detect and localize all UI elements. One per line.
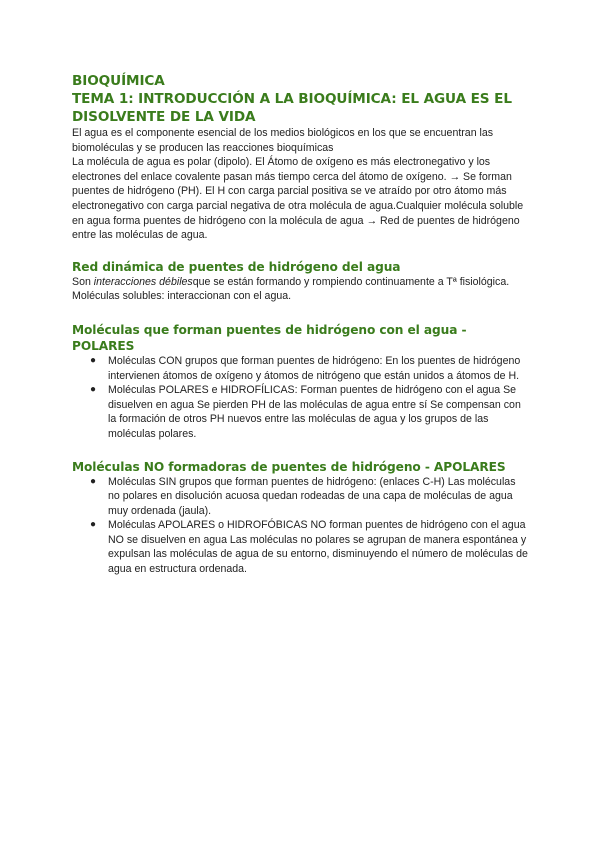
document-page bbox=[72, 72, 528, 577]
list-item bbox=[72, 518, 528, 576]
list-item-text: Moléculas SIN grupos que forman puentes de hidrógeno: (enlaces C-H) Las moléculas no polares en disolución acuosa quedan rodeadas de una capa de moléculas de agua muy ordenada (jaula). bbox=[108, 475, 516, 517]
list-item-text: Moléculas POLARES e HIDROFÍLICAS: Forman puentes de hidrógeno con el agua Se disuelven en agua Se pierden PH de las moléculas de agua entre sí Se compensan con la formación de otros PH nuevos entre las moléculas de agua y los grupos de las moléculas polares. bbox=[108, 384, 521, 440]
list-item-text: Moléculas APOLARES o HIDROFÓBICAS NO forman puentes de hidrógeno con el agua NO se disuelven en agua Las moléculas no polares se agrupan de manera espontánea y expulsan las moléculas de agua de su entorno, disminuyendo el número de moléculas de agua en estructura ordenada. bbox=[108, 519, 528, 576]
subject-title: BIOQUÍMICA bbox=[72, 73, 165, 89]
bullet-icon: ● bbox=[90, 519, 97, 531]
bullet-icon: ● bbox=[90, 354, 97, 366]
list-item bbox=[72, 383, 528, 441]
intro-paragraph-2: La molécula de agua es polar (dipolo). El Átomo de oxígeno es más electronegativo y los electrones del enlace covalente pasan más tiempo cerca del átomo de oxígeno. → Se forman puentes de hidrógeno (PH). El H con carga parcial positiva se ve atraído por otro átomo más electronegativo con carga parcial negativa de otra molécula de agua.Cualquier molécula soluble en agua forma puentes de hidrógeno con la molécula de agua → Red de puentes de hidrógeno entre las moléculas de agua. bbox=[72, 156, 524, 242]
bullet-list-apolares bbox=[72, 475, 528, 577]
bullet-icon: ● bbox=[90, 475, 97, 487]
bullet-icon: ● bbox=[90, 384, 97, 396]
topic-title: TEMA 1: INTRODUCCIÓN A LA BIOQUÍMICA: EL AGUA ES EL DISOLVENTE DE LA VIDA bbox=[72, 91, 512, 125]
text-emphasis: interacciones débiles bbox=[93, 275, 193, 288]
text-prefix: Son bbox=[72, 275, 94, 288]
list-item bbox=[72, 354, 528, 383]
section-heading-polares: Moléculas que forman puentes de hidrógeno con el agua - POLARES bbox=[72, 322, 467, 353]
section-heading-red-dinamica: Red dinámica de puentes de hidrógeno del agua bbox=[72, 259, 401, 274]
list-item-text: Moléculas CON grupos que forman puentes de hidrógeno: En los puentes de hidrógeno intervienen átomos de oxígeno y átomos de nitrógeno que están unidos a átomos de H. bbox=[108, 354, 521, 382]
list-item bbox=[72, 475, 528, 519]
bullet-list-polares bbox=[72, 354, 528, 442]
intro-paragraph-1: El agua es el componente esencial de los medios biológicos en los que se encuentran las biomoléculas y se producen las reacciones bioquímicas bbox=[72, 127, 494, 154]
text-suffix: que se están formando y rompiendo continuamente a Tª fisiológica. Moléculas solubles: interaccionan con el agua. bbox=[72, 275, 510, 303]
section-heading-apolares: Moléculas NO formadoras de puentes de hidrógeno - APOLARES bbox=[72, 459, 506, 474]
section-paragraph-red-dinamica bbox=[72, 275, 528, 304]
